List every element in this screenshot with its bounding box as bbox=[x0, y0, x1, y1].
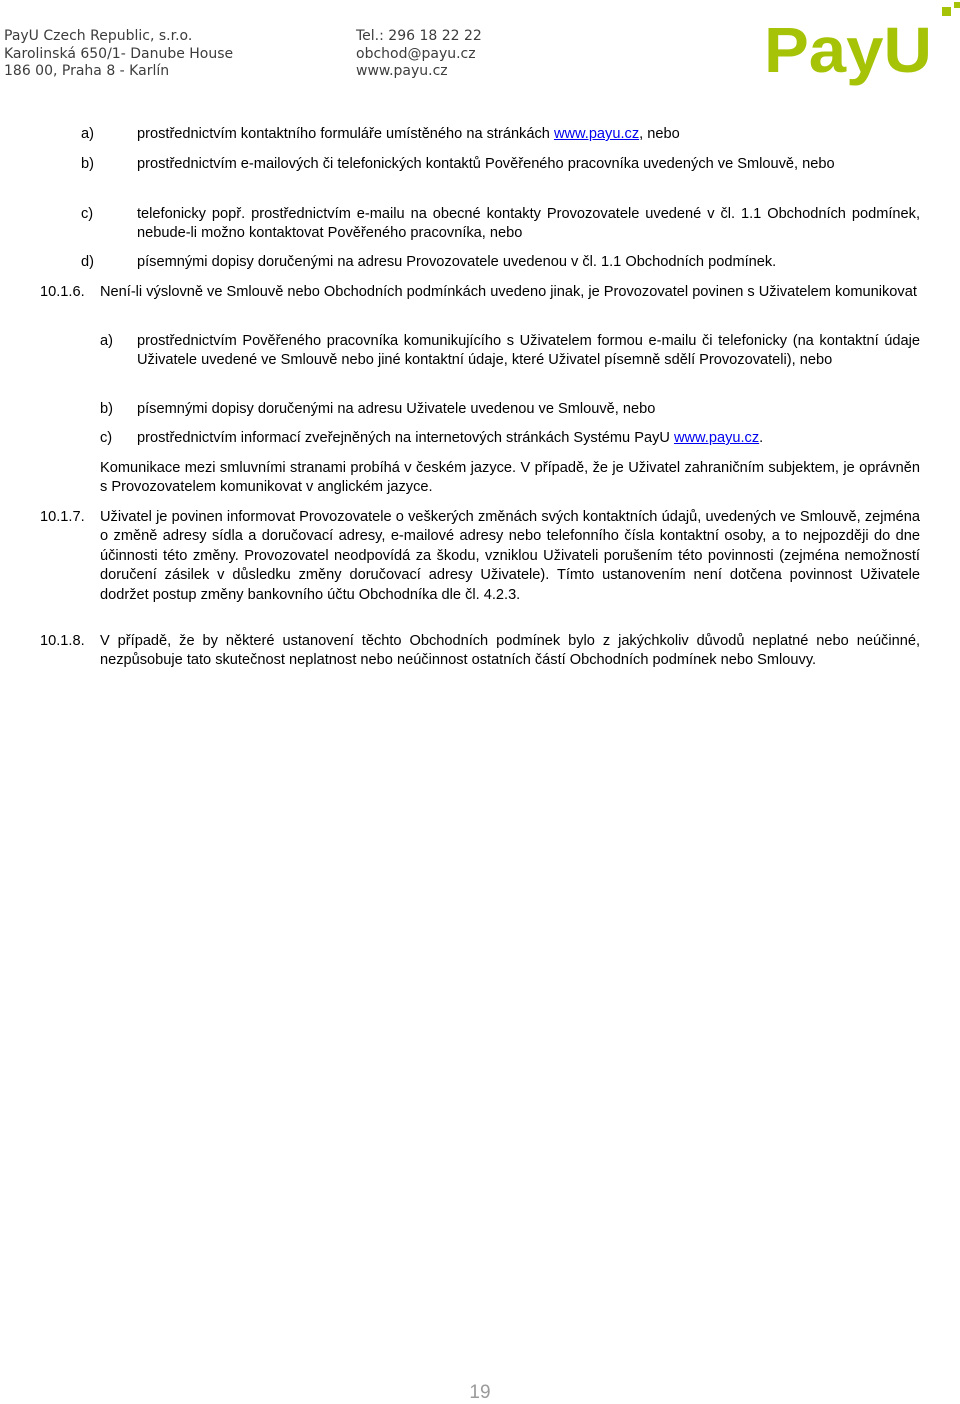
list-label: a) bbox=[100, 333, 113, 349]
company-name: PayU Czech Republic, s.r.o. bbox=[4, 28, 193, 44]
list-label: b) bbox=[81, 156, 94, 172]
payu-logo bbox=[764, 2, 960, 98]
address-line-2: 186 00, Praha 8 - Karlín bbox=[4, 63, 170, 79]
list-item: prostřednictvím e-mailových či telefonických kontaktů Pověřeného pracovníka uvedených ve Smlouvě, nebo bbox=[137, 156, 835, 172]
list-item: telefonicky popř. prostřednictvím e-mailu na obecné kontakty Provozovatele uvedené v čl. 1.1 Obchodních podmínek, nebude-li možno kontaktovat Pověřeného pracovníka, nebo bbox=[137, 206, 920, 242]
payu-website-link[interactable]: www.payu.cz bbox=[673, 430, 760, 446]
section-number: 10.1.6. bbox=[40, 284, 85, 300]
list-label: d) bbox=[81, 254, 94, 270]
section-text: Není-li výslovně ve Smlouvě nebo Obchodních podmínkách uvedeno jinak, je Provozovatel povinen s Uživatelem komunikovat bbox=[100, 284, 917, 300]
contact-website: www.payu.cz bbox=[356, 63, 448, 79]
list-item: prostřednictvím Pověřeného pracovníka komunikujícího s Uživatelem formou e-mailu či telefonicky (na kontaktní údaje Uživatele uvedené ve Smlouvě nebo jiné kontaktní údaje, které Uživatel písemně sdělí Provozovateli), nebo bbox=[137, 333, 920, 369]
list-label: c) bbox=[100, 430, 113, 446]
payu-logo-text: PayU bbox=[764, 14, 932, 86]
contact-email: obchod@payu.cz bbox=[356, 45, 476, 62]
list-item: písemnými dopisy doručenými na adresu Provozovatele uvedenou v čl. 1.1 Obchodních podmínek. bbox=[137, 254, 777, 270]
section-number: 10.1.7. bbox=[40, 509, 85, 525]
logo-square-large bbox=[942, 7, 951, 16]
section-text: V případě, že by některé ustanovení těchto Obchodních podmínek bylo z jakýchkoliv důvodů neplatné nebo neúčinné, nezpůsobuje tato skutečnost neplatnost nebo neúčinnost ostatních částí Obchodních podmínek nebo Smlouvy. bbox=[100, 633, 920, 669]
language-paragraph: Komunikace mezi smluvními stranami probíhá v českém jazyce. V případě, že je Uživatel zahraničním subjektem, je oprávněn s Provozovatelem komunikovat v anglickém jazyce. bbox=[100, 460, 920, 496]
list-item: prostřednictvím kontaktního formuláře umístěného na stránkách www.payu.cz, nebo bbox=[137, 126, 680, 142]
list-label: a) bbox=[81, 126, 94, 142]
address-line-1: Karolinská 650/1- Danube House bbox=[4, 45, 234, 62]
logo-square-small bbox=[954, 2, 960, 8]
contact-phone: Tel.: 296 18 22 22 bbox=[356, 28, 482, 44]
list-item: písemnými dopisy doručenými na adresu Uživatele uvedenou ve Smlouvě, nebo bbox=[137, 401, 656, 417]
contact-block bbox=[356, 28, 482, 81]
list-label: c) bbox=[81, 206, 94, 222]
section-text: Uživatel je povinen informovat Provozovatele o veškerých změnách svých kontaktních údajů, uvedených ve Smlouvě, zejména o změně adresy sídla a doručovací adresy, e-mailové adresy nebo telefonního čísla kontaktní osoby, a to nejpozději do dne účinnosti této změny. Provozovatel neodpovídá za škodu, vzniklou Uživateli porušením této povinnosti (zejména nemožností doručení zásilek v důsledku změny doručovací adresy Uživatele). Tímto ustanovením není dotčena povinnost Uživatele dodržet postup změny bankovního účtu Obchodníka dle čl. 4.2.3. bbox=[100, 509, 920, 603]
list-item: prostřednictvím informací zveřejněných na internetových stránkách Systému PayU www.payu.cz. bbox=[137, 430, 764, 446]
payu-website-link[interactable]: www.payu.cz bbox=[553, 126, 640, 142]
list-label: b) bbox=[100, 401, 113, 417]
section-number: 10.1.8. bbox=[40, 633, 85, 649]
company-address-block bbox=[4, 28, 233, 81]
page-number: 19 bbox=[469, 1382, 491, 1403]
